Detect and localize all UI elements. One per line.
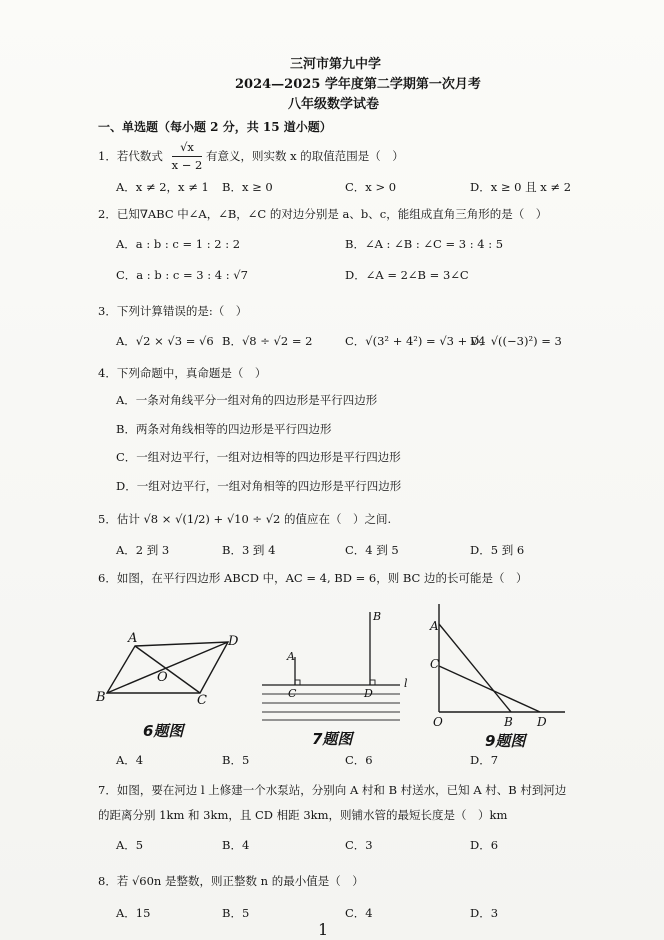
q7-option-a: A．5 — [116, 838, 144, 852]
figure-7-caption: 7题图 — [312, 730, 353, 748]
q4-option-b: B．两条对角线相等的四边形是平行四边形 — [116, 422, 332, 436]
term-title: 2024—2025 学年度第二学期第一次月考 — [235, 77, 481, 92]
q5-option-c: C．4 到 5 — [345, 543, 399, 557]
q8-option-a: A．15 — [116, 906, 151, 920]
exam-title: 八年级数学试卷 — [288, 97, 380, 112]
page-number: 1 — [318, 920, 329, 939]
q5-option-b: B．3 到 4 — [222, 543, 276, 557]
line-cd — [439, 666, 540, 712]
q6-stem: 6．如图，在平行四边形 ABCD 中，AC = 4, BD = 6，则 BC 边的长可能是（ ） — [98, 571, 528, 585]
q8-option-c: C．4 — [345, 906, 373, 920]
q2-stem: 2．已知∇ABC 中∠A，∠B，∠C 的对边分别是 a、b、c，能组成直角三角形的是（ ） — [98, 207, 548, 221]
label-c: C — [288, 687, 297, 700]
q4-option-d: D．一组对边平行，一组对角相等的四边形是平行四边形 — [116, 479, 402, 493]
q6-option-c: C．6 — [345, 753, 373, 767]
q1-fraction-denominator: x − 2 — [171, 158, 203, 172]
q7-option-d: D．6 — [470, 838, 499, 852]
q1-option-b: B．x ≥ 0 — [222, 180, 273, 194]
q7-option-b: B．4 — [222, 838, 250, 852]
label-d: D — [364, 687, 373, 700]
q4-option-a: A．一条对角线平分一组对角的四边形是平行四边形 — [116, 393, 378, 407]
q4-stem: 4．下列命题中，真命题是（ ） — [98, 366, 267, 380]
q8-stem: 8．若 √60n 是整数，则正整数 n 的最小值是（ ） — [98, 874, 364, 888]
label-c: C — [430, 657, 440, 671]
q8-option-b: B．5 — [222, 906, 250, 920]
figure-9-caption: 9题图 — [485, 732, 526, 750]
q7-stem-line-1: 7．如图，要在河边 l 上修建一个水泵站，分别向 A 村和 B 村送水，已知 A 村、B 村到河边 — [98, 783, 567, 797]
label-o: O — [433, 715, 443, 729]
label-d: D — [228, 634, 239, 649]
label-o: O — [157, 670, 168, 685]
q3-option-d: D．√((−3)²) = 3 — [470, 334, 562, 348]
q1-fraction-numerator: √x — [180, 140, 194, 154]
q8-option-d: D．3 — [470, 906, 499, 920]
q5-stem: 5．估计 √8 × √(1/2) + √10 ÷ √2 的值应在（ ）之间. — [98, 512, 392, 526]
q7-option-c: C．3 — [345, 838, 373, 852]
q1-stem-post: 有意义，则实数 x 的取值范围是（ ） — [206, 149, 404, 163]
section-title: 一、单选题（每小题 2 分，共 15 道小题） — [98, 120, 332, 134]
q3-option-c: C．√(3² + 4²) = √3 + √4 — [345, 334, 486, 348]
figure-6-caption: 6题图 — [143, 722, 184, 740]
label-a: A — [128, 631, 138, 646]
school-title: 三河市第九中学 — [290, 57, 382, 72]
q1-option-a: A．x ≠ 2，x ≠ 1 — [116, 180, 209, 194]
q1-option-c: C．x > 0 — [345, 180, 397, 194]
q4-option-c: C．一组对边平行，一组对边相等的四边形是平行四边形 — [116, 450, 401, 464]
label-d: D — [537, 715, 547, 729]
label-a: A — [287, 650, 295, 663]
line-ab — [439, 624, 511, 712]
label-l: l — [404, 677, 408, 690]
label-b: B — [504, 715, 513, 729]
q2-option-b: B．∠A : ∠B : ∠C = 3 : 4 : 5 — [345, 237, 504, 251]
q2-option-d: D．∠A = 2∠B = 3∠C — [345, 268, 469, 282]
label-b: B — [96, 690, 106, 705]
q6-option-d: D．7 — [470, 753, 499, 767]
q6-option-b: B．5 — [222, 753, 250, 767]
label-b: B — [373, 610, 382, 623]
label-c: C — [197, 693, 207, 708]
q3-option-b: B．√8 ÷ √2 = 2 — [222, 334, 313, 348]
q1-option-d: D．x ≥ 0 且 x ≠ 2 — [470, 180, 572, 194]
q3-option-a: A．√2 × √3 = √6 — [116, 334, 214, 348]
q1-stem-pre: 1．若代数式 — [98, 149, 163, 163]
q5-option-d: D．5 到 6 — [470, 543, 525, 557]
q3-stem: 3．下列计算错误的是:（ ） — [98, 304, 248, 318]
q2-option-a: A．a : b : c = 1 : 2 : 2 — [116, 237, 241, 251]
q2-option-c: C．a : b : c = 3 : 4 : √7 — [116, 268, 248, 282]
q6-option-a: A．4 — [116, 753, 144, 767]
q7-stem-line-2: 的距离分别 1km 和 3km，且 CD 相距 3km，则铺水管的最短长度是（ ）km — [98, 808, 508, 822]
q5-option-a: A．2 到 3 — [116, 543, 170, 557]
label-a: A — [430, 619, 439, 633]
